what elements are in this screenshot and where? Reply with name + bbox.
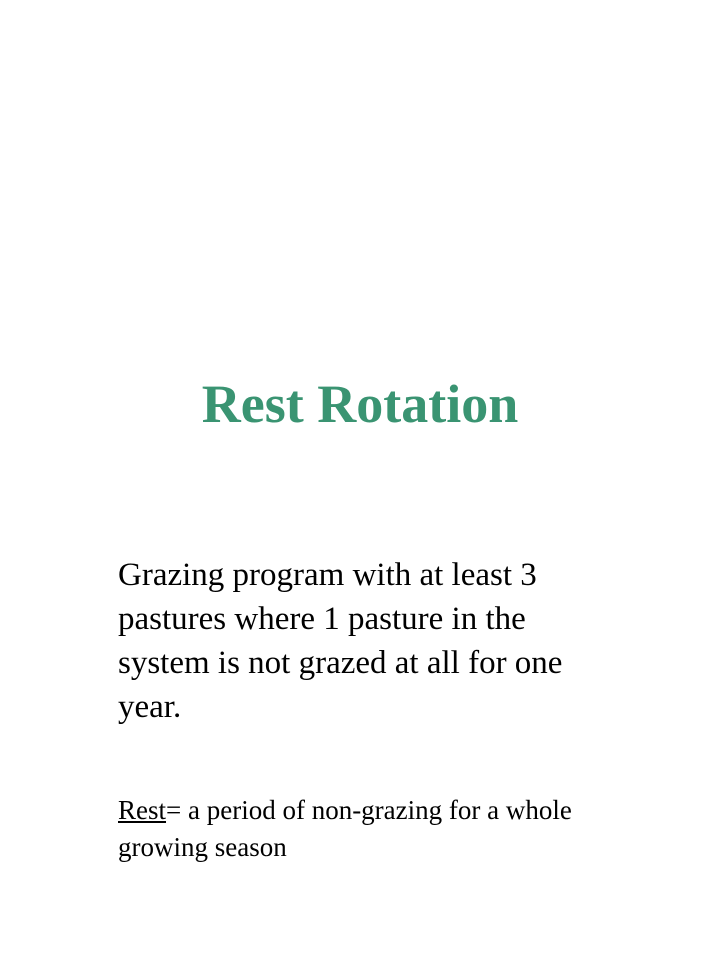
description-paragraph: Grazing program with at least 3 pastures where 1 pasture in the system is not grazed at all for one year. bbox=[118, 557, 563, 725]
slide-title: Rest Rotation bbox=[201, 374, 519, 434]
definition-term: Rest bbox=[118, 795, 167, 825]
definition-text: = a period of non-grazing for a whole growing season bbox=[118, 795, 572, 862]
definition-paragraph bbox=[118, 792, 608, 866]
